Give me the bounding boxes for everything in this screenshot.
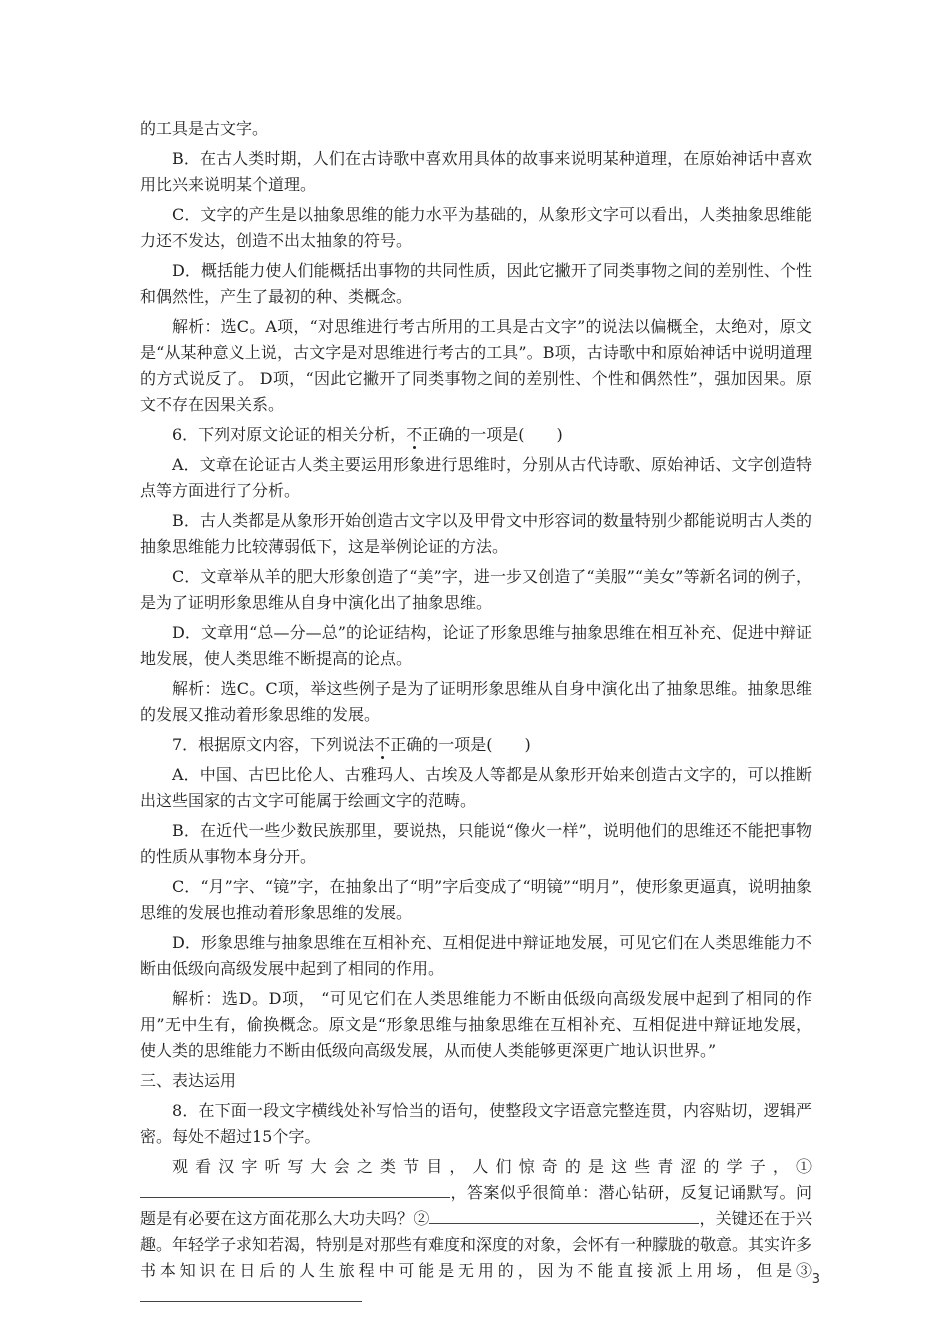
passage-text: ，答案似乎很简单：潜心钻研，反复记诵默写。问题是有必要在这方面花那么大功夫吗？② <box>140 1183 812 1228</box>
page-number: 3 <box>811 1272 820 1287</box>
option-7b: B．在近代一些少数民族那里，要说热，只能说“像火一样”，说明他们的思维还不能把事物的性质从事物本身分开。 <box>140 821 812 866</box>
option-6b: B．古人类都是从象形开始创造古文字以及甲骨文中形容词的数量特别少都能说明古人类的抽象思维能力比较薄弱低下，这是举例论证的方法。 <box>140 511 812 556</box>
question-6-text-end: 正确的一项是( ) <box>422 425 563 444</box>
question-6 <box>140 422 812 448</box>
passage-text: ，关键还在于兴趣。年轻学子求知若渴，特别是对那些有难度和深度的对象，会怀有一种朦胧的敬意。其实许多书本知识在日后的人生旅程中可能是无用的，因为不能直接派上用场，但是③ <box>140 1209 813 1280</box>
answer-blank-3[interactable] <box>140 1285 362 1302</box>
option-5c: C．文字的产生是以抽象思维的能力水平为基础的，从象形文字可以看出，人类抽象思维能力还不发达，创造不出太抽象的符号。 <box>140 205 812 250</box>
answer-6: 解析：选C。C项，举这些例子是为了证明形象思维从自身中演化出了抽象思维。抽象思维的发展又推动着形象思维的发展。 <box>140 679 812 724</box>
question-7-text: 7．根据原文内容，下列说法 <box>172 735 375 754</box>
text-line: 的工具是古文字。 <box>140 119 269 138</box>
question-8: 8．在下面一段文字横线处补写恰当的语句，使整段文字语意完整连贯，内容贴切，逻辑严密。每处不超过15个字。 <box>140 1101 812 1146</box>
answer-blank-1[interactable] <box>140 1181 350 1198</box>
option-6c: C．文章举从羊的肥大形象创造了“美”字，进一步又创造了“美服”“美女”等新名词的例子，是为了证明形象思维从自身中演化出了抽象思维。 <box>140 567 812 612</box>
option-7c: C．“月”字、“镜”字，在抽象出了“明”字后变成了“明镜”“明月”，使形象更逼真，说明抽象思维的发展也推动着形象思维的发展。 <box>140 877 812 922</box>
option-5d: D．概括能力使人们能概括出事物的共同性质，因此它撇开了同类事物之间的差别性、个性和偶然性，产生了最初的种、类概念。 <box>140 261 812 306</box>
answer-5: 解析：选C。A项，“对思维进行考古所用的工具是古文字”的说法以偏概全，太绝对，原文是“从某种意义上说，古文字是对思维进行考古的工具”。B项，古诗歌中和原始神话中说明道理的方式说反了。 D项，“因此它撇开了同类事物之间的差别性、个性和偶然性”，强加因果。原文不存在因果关系。 <box>140 317 812 414</box>
question-7 <box>140 732 812 758</box>
option-6d: D．文章用“总—分—总”的论证结构，论证了形象思维与抽象思维在相互补充、促进中辩证地发展，使人类思维不断提高的论点。 <box>140 623 812 668</box>
answer-7: 解析：选D。D项， “可见它们在人类思维能力不断由低级向高级发展中起到了相同的作用”无中生有，偷换概念。原文是“形象思维与抽象思维在互相补充、互相促进中辩证地发展，使人类的思维能力不断由低级向高级发展，从而使人类能够更深更广地认识世界。” <box>140 989 812 1060</box>
option-6a: A．文章在论证古人类主要运用形象进行思维时，分别从古代诗歌、原始神话、文字创造特点等方面进行了分析。 <box>140 455 812 500</box>
option-5b: B．在古人类时期，人们在古诗歌中喜欢用具体的故事来说明某种道理，在原始神话中喜欢用比兴来说明某个道理。 <box>140 149 812 194</box>
passage-text: 观看汉字听写大会之类节目，人们惊奇的是这些青涩的学子，① <box>172 1157 812 1176</box>
question-7-text-end: 正确的一项是( ) <box>390 735 531 754</box>
option-7d: D．形象思维与抽象思维在互相补充、互相促进中辩证地发展，可见它们在人类思维能力不断由低级向高级发展中起到了相同的作用。 <box>140 933 812 978</box>
option-7a: A．中国、古巴比伦人、古雅玛人、古埃及人等都是从象形开始来创造古文字的，可以推断出这些国家的古文字可能属于绘画文字的范畴。 <box>140 765 812 810</box>
answer-blank-2[interactable] <box>429 1207 699 1224</box>
answer-blank-1-cont[interactable] <box>350 1181 450 1198</box>
emphasis-mark: 不 <box>406 425 423 444</box>
question-8-passage <box>140 1154 812 1310</box>
page-content <box>140 116 812 1310</box>
question-6-text: 6．下列对原文论证的相关分析， <box>172 425 407 444</box>
section-heading: 三、表达运用 <box>140 1071 237 1090</box>
emphasis-mark: 不 <box>374 735 391 754</box>
